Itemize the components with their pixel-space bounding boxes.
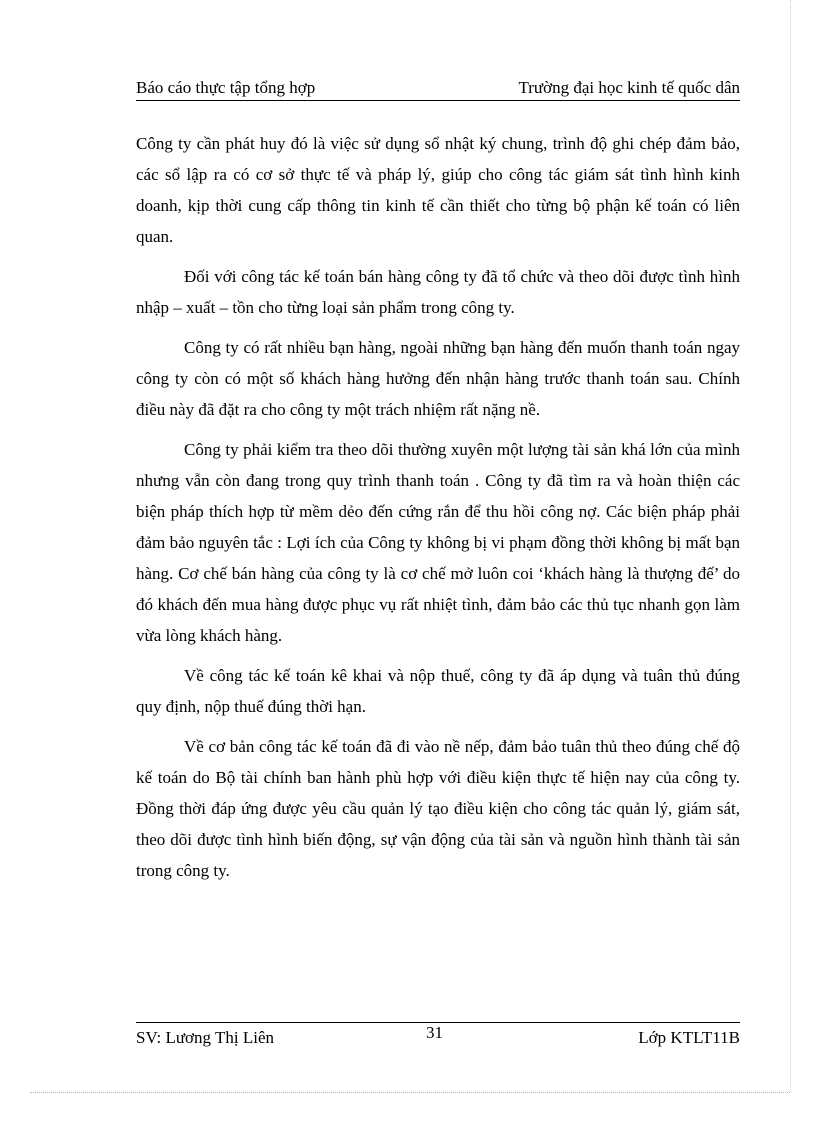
paragraph-3: Công ty có rất nhiều bạn hàng, ngoài những bạn hàng đến muốn thanh toán ngay công ty còn có một số khách hàng hưởng đến nhận hàng trước thanh toán sau. Chính điều này đã đặt ra cho công ty một trách nhiệm rất nặng nề. (136, 338, 740, 419)
footer-student-name: SV: Lương Thị Liên (136, 1028, 274, 1047)
document-body (136, 128, 740, 895)
page-header (136, 76, 740, 101)
header-report-title: Báo cáo thực tập tổng hợp (136, 78, 316, 97)
header-university-name: Trường đại học kinh tế quốc dân (518, 78, 740, 97)
page-number: 31 (426, 1023, 443, 1042)
paragraph-2: Đối với công tác kế toán bán hàng công ty đã tổ chức và theo dõi được tình hình nhập – xuất – tồn cho từng loại sản phẩm trong công ty. (136, 267, 740, 317)
paragraph-1: Công ty cần phát huy đó là việc sử dụng sổ nhật ký chung, trình độ ghi chép đảm bảo, các sổ lập ra có cơ sở thực tế và pháp lý, giúp cho công tác giám sát tình hình kinh doanh, kịp thời cung cấp thông tin kinh tế cần thiết cho từng bộ phận kế toán có liên quan. (136, 134, 740, 246)
paragraph-5: Về công tác kế toán kê khai và nộp thuế, công ty đã áp dụng và tuân thủ đúng quy định, nộp thuế đúng thời hạn. (136, 666, 740, 716)
page-right-edge (790, 0, 791, 1092)
page-bottom-edge (30, 1092, 790, 1093)
paragraph-4: Công ty phải kiểm tra theo dõi thường xuyên một lượng tài sản khá lớn của mình nhưng vẫn còn đang trong quy trình thanh toán . Công ty đã tìm ra và hoàn thiện các biện pháp thích hợp từ mềm dẻo đến cứng rắn để thu hồi công nợ. Các biện pháp phải đảm bảo nguyên tắc : Lợi ích của Công ty không bị vi phạm đồng thời không bị mất bạn hàng. Cơ chế bán hàng của công ty là cơ chế mở luôn coi ‘khách hàng là thượng đế’ do đó khách đến mua hàng được phục vụ rất nhiệt tình, đảm bảo các thủ tục nhanh gọn làm vừa lòng khách hàng. (136, 440, 740, 645)
page-footer (136, 1025, 740, 1049)
footer-class-name: Lớp KTLT11B (638, 1028, 740, 1047)
paragraph-6: Về cơ bản công tác kế toán đã đi vào nề nếp, đảm bảo tuân thủ theo đúng chế độ kế toán do Bộ tài chính ban hành phù hợp với điều kiện thực tế hiện nay của công ty. Đồng thời đáp ứng được yêu cầu quản lý tạo điều kiện cho công tác quản lý, giám sát, theo dõi được tình hình biến động, sự vận động của tài sản và nguồn hình thành tài sản trong công ty. (136, 737, 740, 880)
